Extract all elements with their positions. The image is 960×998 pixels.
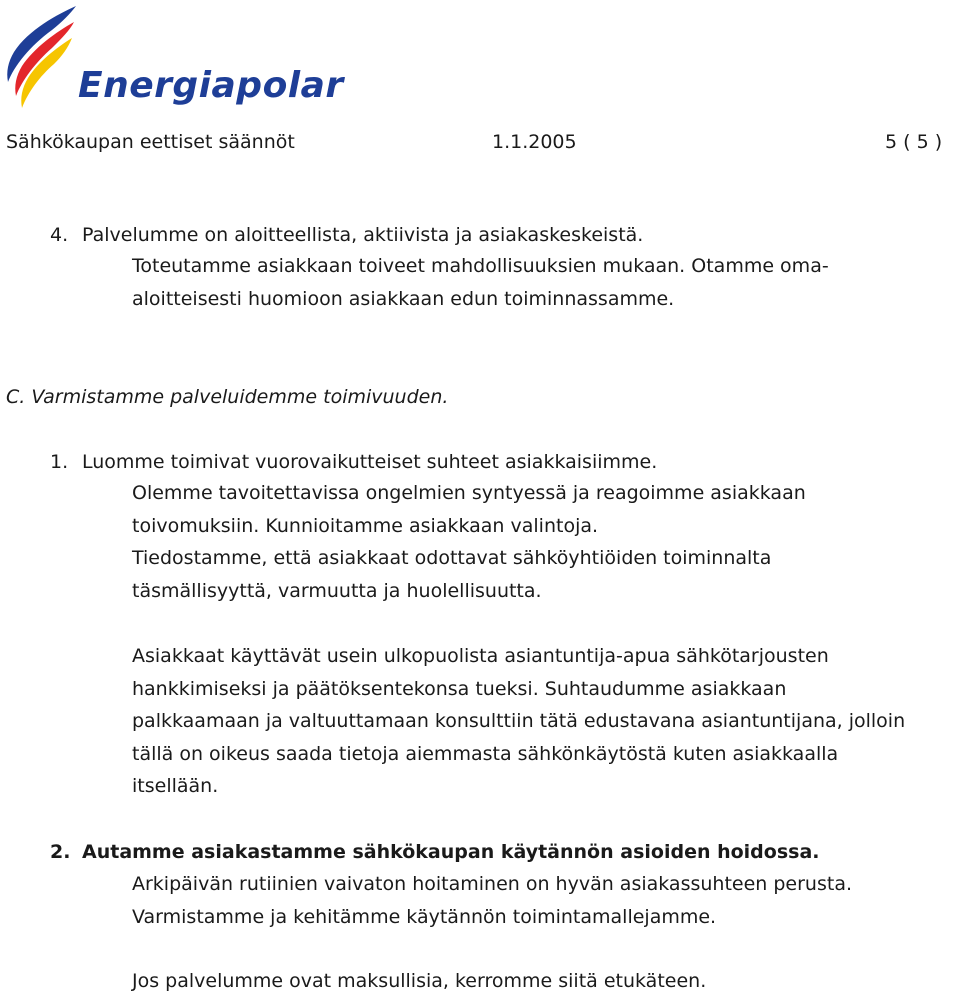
text-line: Arkipäivän rutiinien vaivaton hoitaminen on hyvän asiakassuhteen perusta. [132,873,853,895]
item-2-paragraph-1 [132,868,960,933]
item-1-title: Luomme toimivat vuorovaikutteiset suhteet asiakkaisiimme. [82,451,658,473]
text-line: palkkaamaan ja valtuuttamaan konsulttiin tätä edustavana asiantuntijana, jolloin [132,710,906,732]
section-c-heading: C. Varmistamme palveluidemme toimivuuden. [6,386,449,408]
item-4-number: 4. [50,224,69,246]
text-line: toivomuksiin. Kunnioitamme asiakkaan valintoja. [132,514,599,537]
text-line: Tiedostamme, että asiakkaat odottavat sähköyhtiöiden toiminnalta [132,547,772,569]
item-4-title: Palvelumme on aloitteellista, aktiivista ja asiakaskeskeistä. [82,224,644,246]
text-line: itsellään. [132,775,219,797]
energiapolar-logo [0,0,344,120]
text-line: Asiakkaat käyttävät usein ulkopuolista asiantuntija-apua sähkötarjousten [132,645,829,667]
text-line: hankkimiseksi ja päätöksentekonsa tueksi. Suhtaudumme asiakkaan [132,677,787,700]
document-title: Sähkökaupan eettiset säännöt [6,131,295,153]
text-line: täsmällisyyttä, varmuutta ja huolellisuutta. [132,579,542,602]
item-1-number: 1. [50,451,69,473]
text-line: Toteutamme asiakkaan toiveet mahdollisuuksien mukaan. Otamme oma- [132,255,829,277]
document-header [0,128,960,156]
logo-wordmark: Energiapolar [78,65,344,106]
document-date: 1.1.2005 [492,131,577,153]
page-number: 5 ( 5 ) [885,131,943,153]
item-1-paragraph-1 [132,477,960,607]
item-2-title: Autamme asiakastamme sähkökaupan käytännön asioiden hoidossa. [82,841,820,863]
text-line: aloitteisesti huomioon asiakkaan edun toiminnassamme. [132,287,675,310]
item-2-paragraph-2 [132,965,960,998]
item-2-number: 2. [50,841,71,863]
item-4-paragraph [132,250,960,315]
text-line: Olemme tavoitettavissa ongelmien syntyessä ja reagoimme asiakkaan [132,482,806,504]
logo-swoosh-icon [0,0,90,120]
text-line: tällä on oikeus saada tietoja aiemmasta sähkönkäytöstä kuten asiakkaalla [132,742,839,765]
text-line: Jos palvelumme ovat maksullisia, kerromme siitä etukäteen. [132,970,707,992]
item-1-paragraph-2 [132,640,960,803]
text-line: Varmistamme ja kehitämme käytännön toimintamallejamme. [132,905,717,928]
